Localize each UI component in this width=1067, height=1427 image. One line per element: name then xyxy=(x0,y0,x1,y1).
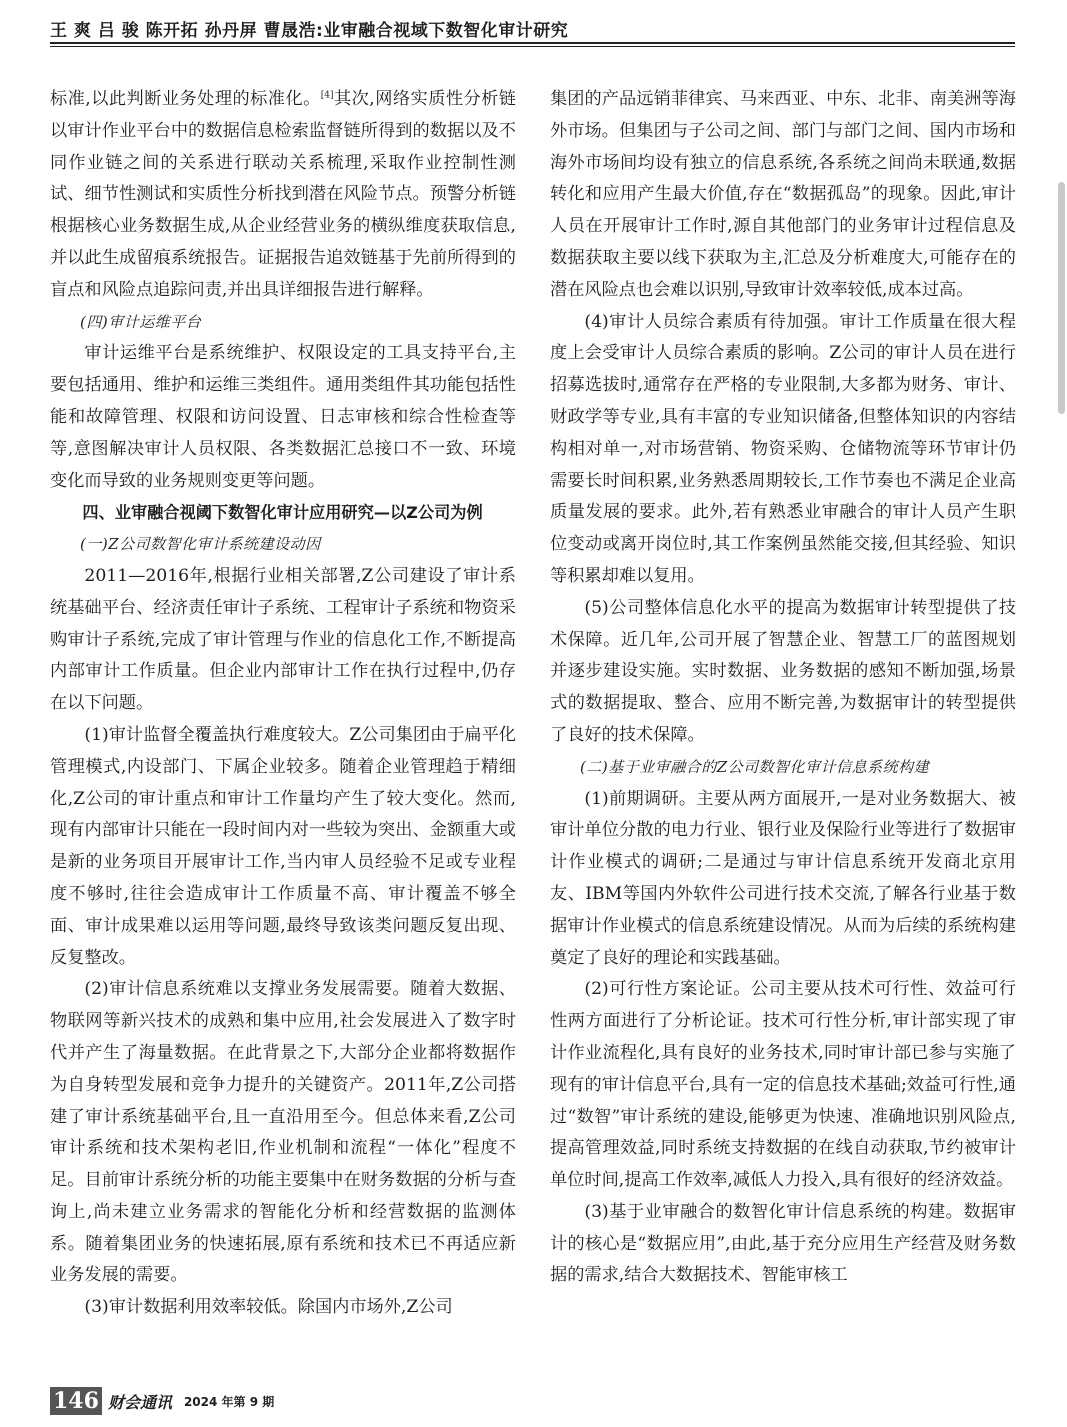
paragraph-text: 2011—2016年,根据行业相关部署,Z公司建设了审计系统基础平台、经济责任审计子系统、工程审计子系统和物资采购审计子系统,完成了审计管理与作业的信息化工作,不断提高内部审计工作质量。但企业内部审计工作在执行过程中,仍存在以下问题。 xyxy=(50,565,516,714)
issue-label: 2024 年第 9 期 xyxy=(183,1394,275,1409)
journal-name: 财会通讯 xyxy=(107,1392,172,1412)
paragraph-text: 标准,以此判断业务处理的标准化。 xyxy=(50,89,321,109)
paragraph-text: (1)前期调研。主要从两方面展开,一是对业务数据大、被审计单位分散的电力行业、银行业及保险行业等进行了数据审计作业模式的调研;二是通过与审计信息系统开发商北京用友、IBM等国内外软件公司进行技术交流,了解各行业基于数据审计作业模式的信息系统建设情况。从而为后续的系统构建奠定了良好的理论和实践基础。 xyxy=(550,788,1016,968)
paragraph-text: (5)公司整体信息化水平的提高为数据审计转型提供了技术保障。近几年,公司开展了智慧企业、智慧工厂的蓝图规划并逐步建设实施。实时数据、业务数据的感知不断加强,场景式的数据提取、整合、应用不断完善,为数据审计的转型提供了良好的技术保障。 xyxy=(550,597,1016,745)
subsection-heading xyxy=(550,752,1016,784)
paragraph-text: (1)审计监督全覆盖执行难度较大。Z公司集团由于扁平化管理模式,内设部门、下属企业较多。随着企业管理趋于精细化,Z公司的审计重点和审计工作量均产生了较大变化。然而,现有内部审计只能在一段时间内对一些较为突出、金额重大或是新的业务项目开展审计工作,当内审人员经验不足或专业程度不够时,往往会造成审计工作质量不高、审计覆盖不够全面、审计成果难以运用等问题,最终导致该类问题反复出现、反复整改。 xyxy=(50,724,516,968)
paragraph-text: (2)可行性方案论证。公司主要从技术可行性、效益可行性两方面进行了分析论证。技术可行性分析,审计部实现了审计作业流程化,具有良好的业务技术,同时审计部已参与实施了现有的审计信息平台,具有一定的信息技术基础;效益可行性,通过“数智”审计系统的建设,能够更为快速、准确地识别风险点,提高管理效益,同时系统支持数据的在线自动获取,节约被审计单位时间,提高工作效率,减低人力投入,具有很好的经济效益。 xyxy=(550,979,1016,1191)
paragraph xyxy=(50,338,516,497)
paragraph xyxy=(50,561,516,720)
header-rule xyxy=(50,42,1015,44)
paragraph-text: 集团的产品远销菲律宾、马来西亚、中东、北非、南美洲等海外市场。但集团与子公司之间、部门与部门之间、国内市场和海外市场间均设有独立的信息系统,各系统之间尚未联通,数据转化和应用产生最大价值,存在“数据孤岛”的现象。因此,审计人员在开展审计工作时,源自其他部门的业务审计过程信息及数据获取主要以线下获取为主,汇总及分析难度大,可能存在的潜在风险点也会难以识别,导致审计效率较低,成本过高。 xyxy=(550,89,1016,300)
right-column xyxy=(550,84,1016,1292)
citation-marker: [4] xyxy=(320,90,334,101)
header-rule-thin xyxy=(50,46,1015,47)
paragraph-text: (二)基于业审融合的Z公司数智化审计信息系统构建 xyxy=(580,757,930,776)
paragraph xyxy=(550,307,1016,593)
page-number: 146 xyxy=(50,1387,102,1415)
paragraph xyxy=(50,720,516,974)
paragraph-text: (3)基于业审融合的数智化审计信息系统的构建。数据审计的核心是“数据应用”,由此,基于充分应用生产经营及财务数据的需求,结合大数据技术、智能审核工 xyxy=(550,1201,1016,1286)
page-footer xyxy=(50,1386,274,1416)
paragraph-text: 四、业审融合视阈下数智化审计应用研究—以Z公司为例 xyxy=(82,503,483,523)
paragraph xyxy=(50,1292,516,1324)
paragraph-text: (3)审计数据利用效率较低。除国内市场外,Z公司 xyxy=(84,1297,453,1318)
left-column xyxy=(50,84,516,1324)
paragraph-text: 审计运维平台是系统维护、权限设定的工具支持平台,主要包括通用、维护和运维三类组件。通用类组件其功能包括性能和故障管理、权限和访问设置、日志审核和综合性检查等等,意图解决审计人员权限、各类数据汇总接口不一致、环境变化而导致的业务规则变更等问题。 xyxy=(50,343,516,491)
paragraph-text: (2)审计信息系统难以支撑业务发展需要。随着大数据、物联网等新兴技术的成熟和集中应用,社会发展进入了数字时代并产生了海量数据。在此背景之下,大部分企业都将数据作为自身转型发展和竞争力提升的关键资产。2011年,Z公司搭建了审计系统基础平台,且一直沿用至今。但总体来看,Z公司审计系统和技术架构老旧,作业机制和流程“一体化”程度不足。目前审计系统分析的功能主要集中在财务数据的分析与查询上,尚未建立业务需求的智能化分析和经营数据的监测体系。随着集团业务的快速拓展,原有系统和技术已不再适应新业务发展的需要。 xyxy=(50,979,516,1286)
running-header: 王 爽 吕 骏 陈开拓 孙丹屏 曹晟浩:业审融合视域下数智化审计研究 xyxy=(50,21,569,41)
paragraph-text: (四)审计运维平台 xyxy=(80,312,202,331)
paragraph xyxy=(550,593,1016,752)
paragraph-text: (4)审计人员综合素质有待加强。审计工作质量在很大程度上会受审计人员综合素质的影响。Z公司的审计人员在进行招募选拔时,通常存在严格的专业限制,大多都为财务、审计、财政学等专业,具有丰富的专业知识储备,但整体知识的内容结构相对单一,对市场营销、物资采购、仓储物流等环节审计仍需要长时间积累,业务熟悉周期较长,工作节奏也不满足企业高质量发展的要求。此外,若有熟悉业审融合的审计人员产生职位变动或离开岗位时,其工作案例虽然能交接,但其经验、知识等积累却难以复用。 xyxy=(550,311,1016,586)
section-heading xyxy=(50,497,516,529)
paragraph-text: 其次,网络实质性分析链以审计作业平台中的数据信息检索监督链所得到的数据以及不同作业链之间的关系进行联动关系梳理,采取作业控制性测试、细节性测试和实质性分析找到潜在风险节点。预警分析链根据核心业务数据生成,从企业经营业务的横纵维度获取信息,并以此生成留痕系统报告。证据报告追效链基于先前所得到的盲点和风险点追踪问责,并出具详细报告进行解释。 xyxy=(50,89,516,300)
subsection-heading xyxy=(50,307,516,339)
paragraph xyxy=(550,784,1016,975)
paragraph-text: (一)Z公司数智化审计系统建设动因 xyxy=(80,535,321,554)
subsection-heading xyxy=(50,529,516,561)
paragraph-continued xyxy=(550,84,1016,307)
paragraph xyxy=(550,974,1016,1197)
paragraph xyxy=(550,1197,1016,1292)
paragraph xyxy=(50,974,516,1292)
paragraph-continued xyxy=(50,84,516,307)
scrollbar-thumb[interactable] xyxy=(1058,182,1065,414)
